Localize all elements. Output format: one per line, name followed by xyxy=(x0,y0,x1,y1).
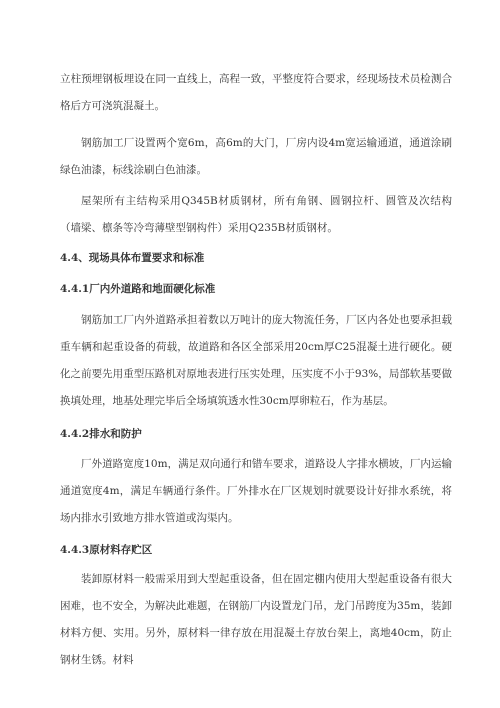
section-heading-4-4: 4.4、现场具体布置要求和标准 xyxy=(60,252,205,264)
paragraph-gate-and-passage: 钢筋加工厂设置两个宽6m，高6m的大门，厂房内设4m宽运输通道，通道涂刷绿色油漆，标线涂刷白色油漆。 xyxy=(60,137,452,176)
paragraph-raw-material-storage: 装卸原材料一般需采用到大型起重设备，但在固定棚内使用大型起重设备有很大困难，也不安全，为解决此难题，在钢筋厂内设置龙门吊，龙门吊跨度为35m，装卸材料方便、实用。另外，原材料一律存放在用混凝土存放台架上，离地40cm，防止钢材生锈。材料 xyxy=(60,573,452,666)
paragraph-road-hardening: 钢筋加工厂内外道路承担着数以万吨计的庞大物流任务，厂区内各处也要承担载重车辆和起重设备的荷载，故道路和各区全部采用20cm厚C25混凝土进行硬化。硬化之前要先用重型压路机对原地表进行压实处理，压实度不小于93%，局部软基要做换填处理，地基处理完毕后全场填筑透水性30cm厚卵粒石，作为基层。 xyxy=(60,314,452,407)
section-heading-4-4-3: 4.4.3原材料存贮区 xyxy=(60,544,153,556)
section-heading-4-4-1: 4.4.1厂内外道路和地面硬化标准 xyxy=(60,283,216,295)
paragraph-drainage: 厂外道路宽度10m，满足双向通行和错车要求，道路设人字排水横坡，厂内运输通道宽度4m，满足车辆通行条件。厂外排水在厂区规划时就要设计好排水系统，将场内排水引致地方排水管道或沟渠内。 xyxy=(60,458,452,524)
section-heading-4-4-2: 4.4.2排水和防护 xyxy=(60,428,142,440)
paragraph-embedded-plate: 立柱预埋钢板埋设在同一直线上，高程一致，平整度符合要求，经现场技术员检测合格后方可浇筑混凝土。 xyxy=(60,73,452,112)
paragraph-roof-steel: 屋架所有主结构采用Q345B材质钢材，所有角钢、圆钢拉杆、圆管及次结构（墙梁、檩条等冷弯薄壁型钢构件）采用Q235B材质钢材。 xyxy=(60,195,452,234)
